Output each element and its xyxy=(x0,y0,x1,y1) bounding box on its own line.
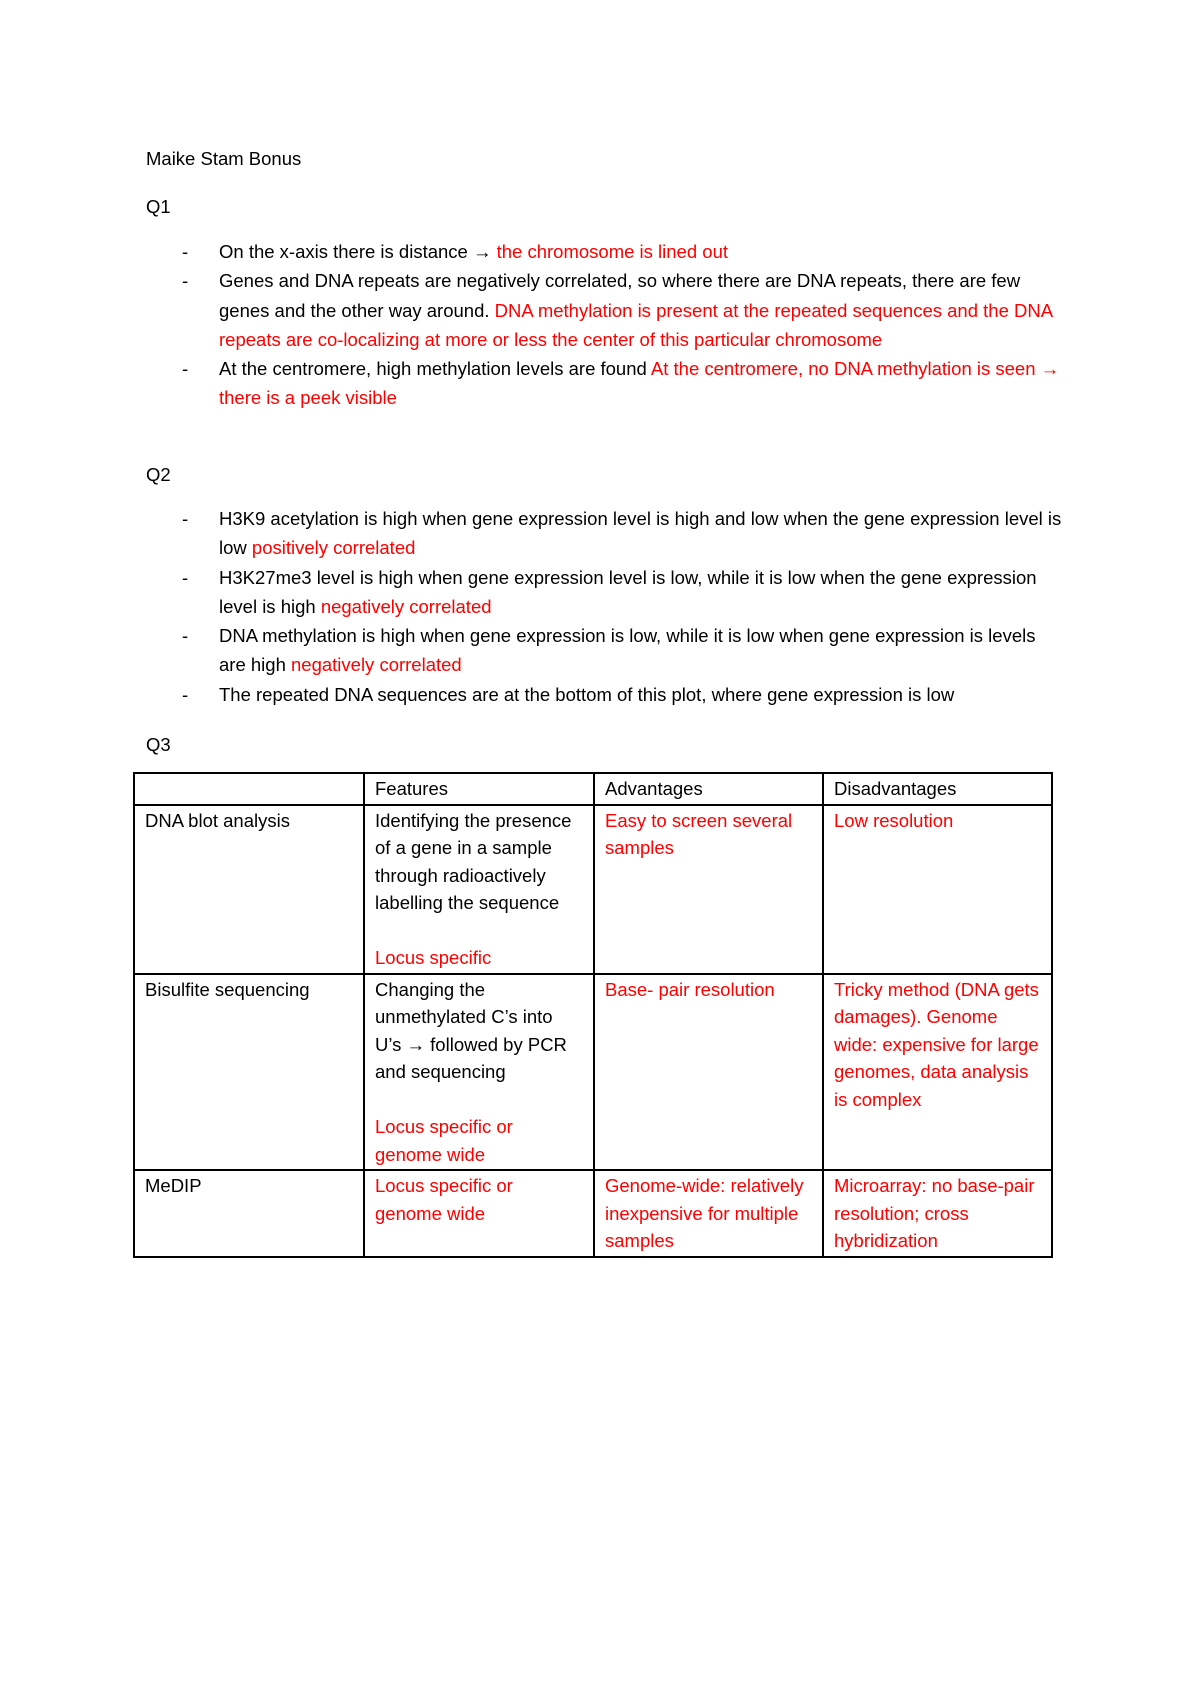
q2-bullet-3 xyxy=(146,621,1066,680)
header-cell-features: Features xyxy=(364,773,594,805)
q2-bullet-4-text: The repeated DNA sequences are at the bottom of this plot, where gene expression is low xyxy=(219,683,955,705)
features-cell: Locus specific or genome wide xyxy=(364,1170,594,1257)
q1-heading: Q1 xyxy=(146,196,171,217)
header-cell-advantages: Advantages xyxy=(594,773,823,805)
q2-bullet-1 xyxy=(146,504,1066,563)
bullet-dash: - xyxy=(182,241,189,262)
q1-bullet-list xyxy=(146,237,1066,413)
disadvantages-cell: Low resolution xyxy=(823,805,1052,974)
bullet-dash: - xyxy=(182,270,189,292)
bullet-dash: - xyxy=(182,625,189,647)
q2-bullet-2-text: H3K27me3 level is high when gene expression level is low, while it is low when the gene expression level is high xyxy=(219,566,1037,617)
bullet-dash: - xyxy=(182,566,189,588)
bullet-dash: - xyxy=(182,508,189,529)
q1-bullet-1-text: On the x-axis there is distance → xyxy=(219,241,497,262)
q2-bullet-3-text: DNA methylation is high when gene expression is low, while it is low when gene expression is levels are high xyxy=(219,625,1036,676)
q1-bullet-3-text: At the centromere, high methylation levels are found xyxy=(219,358,651,380)
q2-heading: Q2 xyxy=(146,464,171,485)
method-cell: MeDIP xyxy=(134,1170,364,1257)
features-text: Identifying the presence of a gene in a sample through radioactively labelling the sequence xyxy=(375,809,572,913)
table-row xyxy=(134,1170,1052,1257)
q1-bullet-2-answer: DNA methylation is present at the repeated sequences and the DNA repeats are co-localizing at more or less the center of this particular chromosome xyxy=(219,299,1053,350)
advantages-cell: Easy to screen several samples xyxy=(594,805,823,974)
q2-bullet-1-answer: positively correlated xyxy=(251,537,416,559)
q1-bullet-1 xyxy=(146,237,1066,266)
q3-comparison-table xyxy=(133,772,1053,1258)
q1-bullet-2 xyxy=(146,266,1066,354)
method-cell: Bisulfite sequencing xyxy=(134,974,364,1171)
advantages-cell: Genome-wide: relatively inexpensive for multiple samples xyxy=(594,1170,823,1257)
q2-bullet-list xyxy=(146,504,1066,709)
header-cell-disadvantages: Disadvantages xyxy=(823,773,1052,805)
features-answer: Locus specific xyxy=(375,947,492,968)
document-title: Maike Stam Bonus xyxy=(146,148,302,169)
table-header-row xyxy=(134,773,1052,805)
q2-bullet-1-text: H3K9 acetylation is high when gene expression level is high and low when the gene expression level is low xyxy=(219,508,1062,559)
q1-bullet-2-text: Genes and DNA repeats are negatively correlated, so where there are DNA repeats, there are few genes and the other way around. xyxy=(219,270,1021,321)
table-row xyxy=(134,974,1052,1171)
header-cell-empty xyxy=(134,773,364,805)
disadvantages-cell: Tricky method (DNA gets damages). Genome wide: expensive for large genomes, data analysis is complex xyxy=(823,974,1052,1171)
q2-bullet-2 xyxy=(146,563,1066,622)
q2-bullet-2-answer: negatively correlated xyxy=(320,595,492,617)
method-cell: DNA blot analysis xyxy=(134,805,364,974)
features-text: Changing the unmethylated C’s into U’s → followed by PCR and sequencing xyxy=(375,978,567,1082)
advantages-cell: Base- pair resolution xyxy=(594,974,823,1171)
features-cell xyxy=(364,805,594,974)
table-row xyxy=(134,805,1052,974)
disadvantages-cell: Microarray: no base-pair resolution; cross hybridization xyxy=(823,1170,1052,1257)
bullet-dash: - xyxy=(182,358,189,380)
q2-bullet-3-answer: negatively correlated xyxy=(291,654,462,676)
q3-heading: Q3 xyxy=(146,734,171,755)
features-answer: Locus specific or genome wide xyxy=(375,1116,513,1165)
q2-bullet-4 xyxy=(146,680,1066,709)
features-cell xyxy=(364,974,594,1171)
q1-bullet-3-answer: At the centromere, no DNA methylation is seen → there is a peek visible xyxy=(219,358,1060,409)
q1-bullet-1-answer: the chromosome is lined out xyxy=(496,241,728,262)
bullet-dash: - xyxy=(182,683,189,705)
q1-bullet-3 xyxy=(146,354,1066,413)
